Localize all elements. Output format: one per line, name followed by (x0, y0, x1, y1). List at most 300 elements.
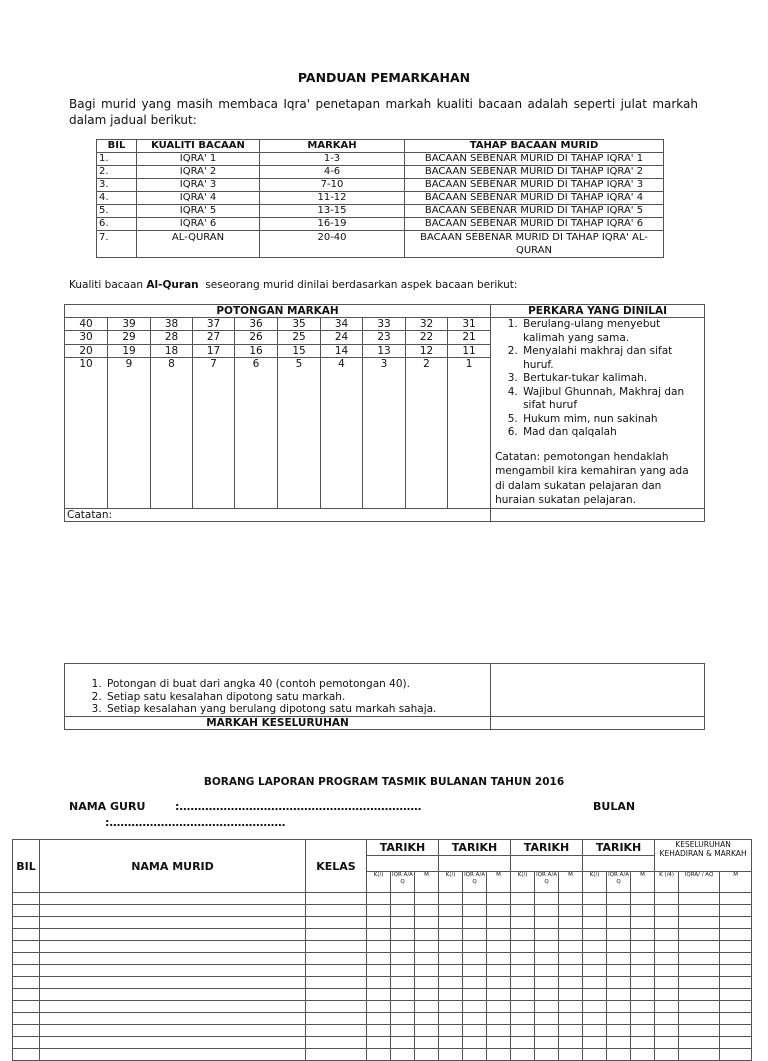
entry-cell[interactable] (367, 977, 391, 989)
entry-cell[interactable] (487, 941, 511, 953)
entry-cell[interactable] (367, 1001, 391, 1013)
tarikh-3-value[interactable] (511, 855, 583, 871)
entry-cell[interactable] (40, 1001, 306, 1013)
tarikh-1-value[interactable] (367, 855, 439, 871)
entry-cell[interactable] (487, 1013, 511, 1025)
entry-cell[interactable] (40, 1037, 306, 1049)
entry-cell[interactable] (559, 1037, 583, 1049)
entry-cell[interactable] (13, 989, 40, 1001)
entry-cell[interactable] (415, 1049, 439, 1061)
table-row (13, 905, 752, 917)
entry-cell[interactable] (679, 1025, 720, 1037)
entry-cell[interactable] (13, 977, 40, 989)
entry-cell[interactable] (535, 893, 559, 905)
entry-cell[interactable] (583, 893, 607, 905)
potongan-cell: 24 (321, 331, 363, 344)
entry-cell[interactable] (679, 1049, 720, 1061)
entry-cell[interactable] (679, 977, 720, 989)
entry-cell[interactable] (679, 929, 720, 941)
entry-cell[interactable] (40, 1013, 306, 1025)
entry-cell[interactable] (415, 1013, 439, 1025)
entry-cell[interactable] (631, 893, 655, 905)
entry-cell[interactable] (655, 1049, 679, 1061)
entry-cell[interactable] (583, 917, 607, 929)
entry-cell[interactable] (720, 989, 752, 1001)
entry-cell[interactable] (463, 1013, 487, 1025)
table-row (65, 508, 705, 521)
tarikh-2-value[interactable] (439, 855, 511, 871)
col-header-keseluruhan: KESELURUHAN KEHADIRAN & MARKAH (655, 840, 752, 872)
entry-cell[interactable] (535, 941, 559, 953)
entry-cell[interactable] (583, 929, 607, 941)
entry-cell[interactable] (367, 941, 391, 953)
entry-cell[interactable] (487, 977, 511, 989)
entry-cell[interactable] (535, 1037, 559, 1049)
entry-cell[interactable] (720, 893, 752, 905)
entry-cell[interactable] (367, 1025, 391, 1037)
entry-cell[interactable] (720, 965, 752, 977)
entry-cell[interactable] (463, 977, 487, 989)
table-row (13, 965, 752, 977)
entry-cell[interactable] (415, 977, 439, 989)
nama-guru-field[interactable]: :………………………………………………………… (175, 800, 422, 813)
table-row (65, 716, 705, 729)
form-title: BORANG LAPORAN PROGRAM TASMIK BULANAN TAHUN 2016 (203, 776, 565, 788)
entry-cell[interactable] (655, 917, 679, 929)
entry-cell[interactable] (511, 1049, 535, 1061)
entry-cell[interactable] (487, 965, 511, 977)
entry-cell[interactable] (306, 989, 367, 1001)
entry-cell[interactable] (463, 1037, 487, 1049)
entry-cell[interactable] (679, 953, 720, 965)
table-header-row (97, 140, 664, 153)
entry-cell[interactable] (631, 941, 655, 953)
entry-cell[interactable] (607, 1037, 631, 1049)
entry-cell[interactable] (463, 1025, 487, 1037)
entry-cell[interactable] (367, 893, 391, 905)
entry-cell[interactable] (655, 1013, 679, 1025)
entry-cell[interactable] (40, 989, 306, 1001)
entry-cell[interactable] (463, 905, 487, 917)
entry-cell[interactable] (679, 905, 720, 917)
entry-cell[interactable] (367, 989, 391, 1001)
entry-cell[interactable] (631, 965, 655, 977)
entry-cell[interactable] (306, 965, 367, 977)
entry-cell[interactable] (631, 1037, 655, 1049)
entry-cell[interactable] (559, 989, 583, 1001)
entry-cell[interactable] (391, 929, 415, 941)
entry-cell[interactable] (511, 929, 535, 941)
potongan-cell: 27 (193, 331, 235, 344)
cell-tahap: BACAAN SEBENAR MURID DI TAHAP IQRA' 6 (405, 218, 664, 231)
entry-cell[interactable] (631, 953, 655, 965)
entry-cell[interactable] (463, 965, 487, 977)
entry-cell[interactable] (439, 1025, 463, 1037)
entry-cell[interactable] (511, 1013, 535, 1025)
cell-markah: 7-10 (260, 179, 405, 192)
entry-cell[interactable] (679, 965, 720, 977)
entry-cell[interactable] (415, 989, 439, 1001)
entry-cell[interactable] (13, 1001, 40, 1013)
entry-cell[interactable] (559, 977, 583, 989)
entry-cell[interactable] (367, 1013, 391, 1025)
entry-cell[interactable] (439, 893, 463, 905)
entry-cell[interactable] (679, 1001, 720, 1013)
cell-kualiti: IQRA' 2 (137, 166, 260, 179)
entry-cell[interactable] (40, 953, 306, 965)
entry-cell[interactable] (631, 989, 655, 1001)
entry-cell[interactable] (13, 1037, 40, 1049)
entry-cell[interactable] (583, 941, 607, 953)
entry-cell[interactable] (391, 1025, 415, 1037)
entry-cell[interactable] (655, 965, 679, 977)
entry-cell[interactable] (679, 941, 720, 953)
entry-cell[interactable] (391, 965, 415, 977)
entry-cell[interactable] (487, 1025, 511, 1037)
entry-cell[interactable] (367, 917, 391, 929)
entry-cell[interactable] (583, 965, 607, 977)
entry-cell[interactable] (631, 1001, 655, 1013)
entry-cell[interactable] (439, 929, 463, 941)
entry-cell[interactable] (631, 929, 655, 941)
entry-cell[interactable] (535, 1025, 559, 1037)
entry-cell[interactable] (559, 1049, 583, 1061)
entry-cell[interactable] (40, 941, 306, 953)
entry-cell[interactable] (720, 941, 752, 953)
entry-cell[interactable] (439, 941, 463, 953)
entry-cell[interactable] (655, 905, 679, 917)
entry-cell[interactable] (415, 965, 439, 977)
entry-cell[interactable] (583, 953, 607, 965)
entry-cell[interactable] (720, 1037, 752, 1049)
entry-cell[interactable] (535, 905, 559, 917)
entry-cell[interactable] (439, 905, 463, 917)
entry-cell[interactable] (487, 1037, 511, 1049)
entry-cell[interactable] (655, 1037, 679, 1049)
entry-cell[interactable] (511, 1025, 535, 1037)
entry-cell[interactable] (463, 917, 487, 929)
entry-cell[interactable] (40, 1049, 306, 1061)
entry-cell[interactable] (720, 1001, 752, 1013)
entry-cell[interactable] (559, 941, 583, 953)
entry-cell[interactable] (439, 1013, 463, 1025)
entry-cell[interactable] (535, 965, 559, 977)
cell-kualiti: IQRA' 5 (137, 205, 260, 218)
bulan-field[interactable]: :………………………………………… (105, 816, 286, 829)
entry-cell[interactable] (631, 1013, 655, 1025)
entry-cell[interactable] (655, 941, 679, 953)
entry-cell[interactable] (367, 965, 391, 977)
entry-cell[interactable] (306, 953, 367, 965)
entry-cell[interactable] (583, 1013, 607, 1025)
entry-cell[interactable] (487, 893, 511, 905)
entry-cell[interactable] (607, 1049, 631, 1061)
entry-cell[interactable] (13, 893, 40, 905)
entry-cell[interactable] (415, 917, 439, 929)
entry-cell[interactable] (13, 929, 40, 941)
col-header-tahap: TAHAP BACAAN MURID (405, 140, 664, 153)
entry-cell[interactable] (415, 905, 439, 917)
entry-cell[interactable] (391, 893, 415, 905)
entry-cell[interactable] (607, 989, 631, 1001)
entry-cell[interactable] (583, 1025, 607, 1037)
entry-cell[interactable] (306, 1001, 367, 1013)
entry-cell[interactable] (559, 929, 583, 941)
entry-cell[interactable] (720, 953, 752, 965)
entry-cell[interactable] (13, 1025, 40, 1037)
entry-cell[interactable] (391, 905, 415, 917)
entry-cell[interactable] (535, 1001, 559, 1013)
entry-cell[interactable] (40, 1025, 306, 1037)
entry-cell[interactable] (306, 1037, 367, 1049)
entry-cell[interactable] (607, 1025, 631, 1037)
entry-cell[interactable] (40, 917, 306, 929)
entry-cell[interactable] (607, 905, 631, 917)
entry-cell[interactable] (535, 953, 559, 965)
entry-cell[interactable] (679, 893, 720, 905)
entry-cell[interactable] (535, 929, 559, 941)
table-row (97, 218, 664, 231)
entry-cell[interactable] (391, 953, 415, 965)
entry-cell[interactable] (511, 905, 535, 917)
entry-cell[interactable] (415, 1025, 439, 1037)
entry-cell[interactable] (13, 941, 40, 953)
entry-cell[interactable] (535, 1049, 559, 1061)
entry-cell[interactable] (415, 893, 439, 905)
cell-markah: 4-6 (260, 166, 405, 179)
entry-cell[interactable] (607, 893, 631, 905)
entry-cell[interactable] (535, 977, 559, 989)
entry-cell[interactable] (583, 905, 607, 917)
tarikh-4-value[interactable] (583, 855, 655, 871)
potongan-cell: 6 (235, 357, 278, 508)
entry-cell[interactable] (367, 1049, 391, 1061)
catatan-value[interactable] (491, 508, 705, 521)
entry-cell[interactable] (679, 989, 720, 1001)
entry-cell[interactable] (559, 893, 583, 905)
entry-cell[interactable] (511, 917, 535, 929)
entry-cell[interactable] (607, 941, 631, 953)
entry-cell[interactable] (679, 1013, 720, 1025)
entry-cell[interactable] (535, 989, 559, 1001)
entry-cell[interactable] (415, 929, 439, 941)
entry-cell[interactable] (607, 953, 631, 965)
entry-cell[interactable] (607, 965, 631, 977)
entry-cell[interactable] (631, 905, 655, 917)
entry-cell[interactable] (40, 977, 306, 989)
entry-cell[interactable] (487, 929, 511, 941)
entry-cell[interactable] (391, 1001, 415, 1013)
entry-cell[interactable] (439, 953, 463, 965)
entry-cell[interactable] (607, 1013, 631, 1025)
entry-cell[interactable] (607, 917, 631, 929)
entry-cell[interactable] (415, 941, 439, 953)
entry-cell[interactable] (391, 917, 415, 929)
entry-cell[interactable] (511, 989, 535, 1001)
entry-cell[interactable] (40, 905, 306, 917)
potongan-cell: 34 (321, 318, 363, 331)
potongan-cell: 13 (363, 344, 406, 357)
entry-cell[interactable] (391, 1049, 415, 1061)
entry-cell[interactable] (511, 1001, 535, 1013)
entry-cell[interactable] (487, 989, 511, 1001)
entry-cell[interactable] (583, 977, 607, 989)
entry-cell[interactable] (655, 977, 679, 989)
entry-cell[interactable] (559, 953, 583, 965)
entry-cell[interactable] (13, 965, 40, 977)
entry-cell[interactable] (306, 941, 367, 953)
entry-cell[interactable] (511, 977, 535, 989)
entry-cell[interactable] (655, 953, 679, 965)
entry-cell[interactable] (439, 965, 463, 977)
entry-cell[interactable] (511, 1037, 535, 1049)
markah-keseluruhan-value[interactable] (491, 716, 705, 729)
potongan-cell: 30 (65, 331, 108, 344)
entry-cell[interactable] (720, 905, 752, 917)
entry-cell[interactable] (391, 1013, 415, 1025)
entry-cell[interactable] (487, 953, 511, 965)
table-row (13, 1049, 752, 1061)
quran-note-prefix: Kualiti bacaan (69, 279, 147, 291)
entry-cell[interactable] (583, 1049, 607, 1061)
entry-cell[interactable] (40, 965, 306, 977)
entry-cell[interactable] (631, 917, 655, 929)
entry-cell[interactable] (439, 977, 463, 989)
entry-cell[interactable] (559, 917, 583, 929)
table-header-row (13, 840, 752, 856)
entry-cell[interactable] (655, 893, 679, 905)
entry-cell[interactable] (40, 929, 306, 941)
entry-cell[interactable] (720, 977, 752, 989)
entry-cell[interactable] (720, 917, 752, 929)
entry-cell[interactable] (487, 1001, 511, 1013)
entry-cell[interactable] (415, 1001, 439, 1013)
entry-cell[interactable] (720, 1049, 752, 1061)
entry-cell[interactable] (631, 1049, 655, 1061)
entry-cell[interactable] (306, 1049, 367, 1061)
notes-list (67, 678, 488, 716)
entry-cell[interactable] (559, 1001, 583, 1013)
entry-cell[interactable] (511, 965, 535, 977)
potongan-cell: 29 (108, 331, 151, 344)
cell-tahap: BACAAN SEBENAR MURID DI TAHAP IQRA' 3 (405, 179, 664, 192)
entry-cell[interactable] (487, 1049, 511, 1061)
entry-cell[interactable] (583, 989, 607, 1001)
entry-cell[interactable] (607, 1001, 631, 1013)
entry-cell[interactable] (415, 953, 439, 965)
entry-cell[interactable] (559, 1025, 583, 1037)
entry-cell[interactable] (720, 1025, 752, 1037)
potongan-cell: 26 (235, 331, 278, 344)
entry-cell[interactable] (463, 953, 487, 965)
entry-cell[interactable] (306, 929, 367, 941)
quran-note-suffix: seseorang murid dinilai berdasarkan aspek bacaan berikut: (198, 279, 518, 291)
entry-cell[interactable] (679, 1037, 720, 1049)
entry-cell[interactable] (607, 929, 631, 941)
cell-markah: 13-15 (260, 205, 405, 218)
entry-cell[interactable] (13, 917, 40, 929)
entry-cell[interactable] (463, 1001, 487, 1013)
entry-cell[interactable] (607, 977, 631, 989)
table-row (97, 231, 664, 258)
entry-cell[interactable] (511, 893, 535, 905)
entry-cell[interactable] (535, 917, 559, 929)
entry-cell[interactable] (535, 1013, 559, 1025)
entry-cell[interactable] (306, 905, 367, 917)
entry-cell[interactable] (439, 1001, 463, 1013)
sub-header-m: M (559, 871, 583, 892)
entry-cell[interactable] (511, 941, 535, 953)
entry-cell[interactable] (511, 953, 535, 965)
entry-cell[interactable] (463, 941, 487, 953)
entry-cell[interactable] (559, 1013, 583, 1025)
table-row (13, 953, 752, 965)
entry-cell[interactable] (655, 929, 679, 941)
entry-cell[interactable] (306, 893, 367, 905)
entry-cell[interactable] (463, 989, 487, 1001)
entry-cell[interactable] (40, 893, 306, 905)
bulan-label: BULAN (593, 800, 636, 813)
entry-cell[interactable] (655, 1025, 679, 1037)
entry-cell[interactable] (391, 977, 415, 989)
entry-cell[interactable] (306, 1025, 367, 1037)
entry-cell[interactable] (367, 1037, 391, 1049)
notes-cell (65, 664, 491, 717)
entry-cell[interactable] (720, 929, 752, 941)
entry-cell[interactable] (463, 893, 487, 905)
entry-cell[interactable] (559, 905, 583, 917)
sub-header-iqra: IQR A/A Q (391, 871, 415, 892)
entry-cell[interactable] (391, 941, 415, 953)
entry-cell[interactable] (439, 989, 463, 1001)
entry-cell[interactable] (463, 929, 487, 941)
entry-cell[interactable] (306, 1013, 367, 1025)
entry-cell[interactable] (367, 905, 391, 917)
entry-cell[interactable] (13, 1049, 40, 1061)
entry-cell[interactable] (391, 1037, 415, 1049)
entry-cell[interactable] (439, 1049, 463, 1061)
entry-cell[interactable] (306, 917, 367, 929)
entry-cell[interactable] (487, 917, 511, 929)
entry-cell[interactable] (439, 917, 463, 929)
entry-cell[interactable] (13, 905, 40, 917)
entry-cell[interactable] (655, 989, 679, 1001)
entry-cell[interactable] (559, 965, 583, 977)
entry-cell[interactable] (13, 953, 40, 965)
entry-cell[interactable] (720, 1013, 752, 1025)
entry-cell[interactable] (487, 905, 511, 917)
entry-cell[interactable] (583, 1037, 607, 1049)
table-row (13, 1013, 752, 1025)
entry-cell[interactable] (367, 953, 391, 965)
entry-cell[interactable] (439, 1037, 463, 1049)
table-row (13, 941, 752, 953)
entry-cell[interactable] (679, 917, 720, 929)
table-row (97, 192, 664, 205)
entry-cell[interactable] (367, 929, 391, 941)
entry-cell[interactable] (463, 1049, 487, 1061)
entry-cell[interactable] (391, 989, 415, 1001)
entry-cell[interactable] (583, 1001, 607, 1013)
entry-cell[interactable] (631, 977, 655, 989)
cell-kualiti: AL-QURAN (137, 231, 260, 258)
entry-cell[interactable] (13, 1013, 40, 1025)
entry-cell[interactable] (306, 977, 367, 989)
entry-cell[interactable] (655, 1001, 679, 1013)
entry-cell[interactable] (631, 1025, 655, 1037)
potongan-cell: 8 (151, 357, 193, 508)
entry-cell[interactable] (415, 1037, 439, 1049)
